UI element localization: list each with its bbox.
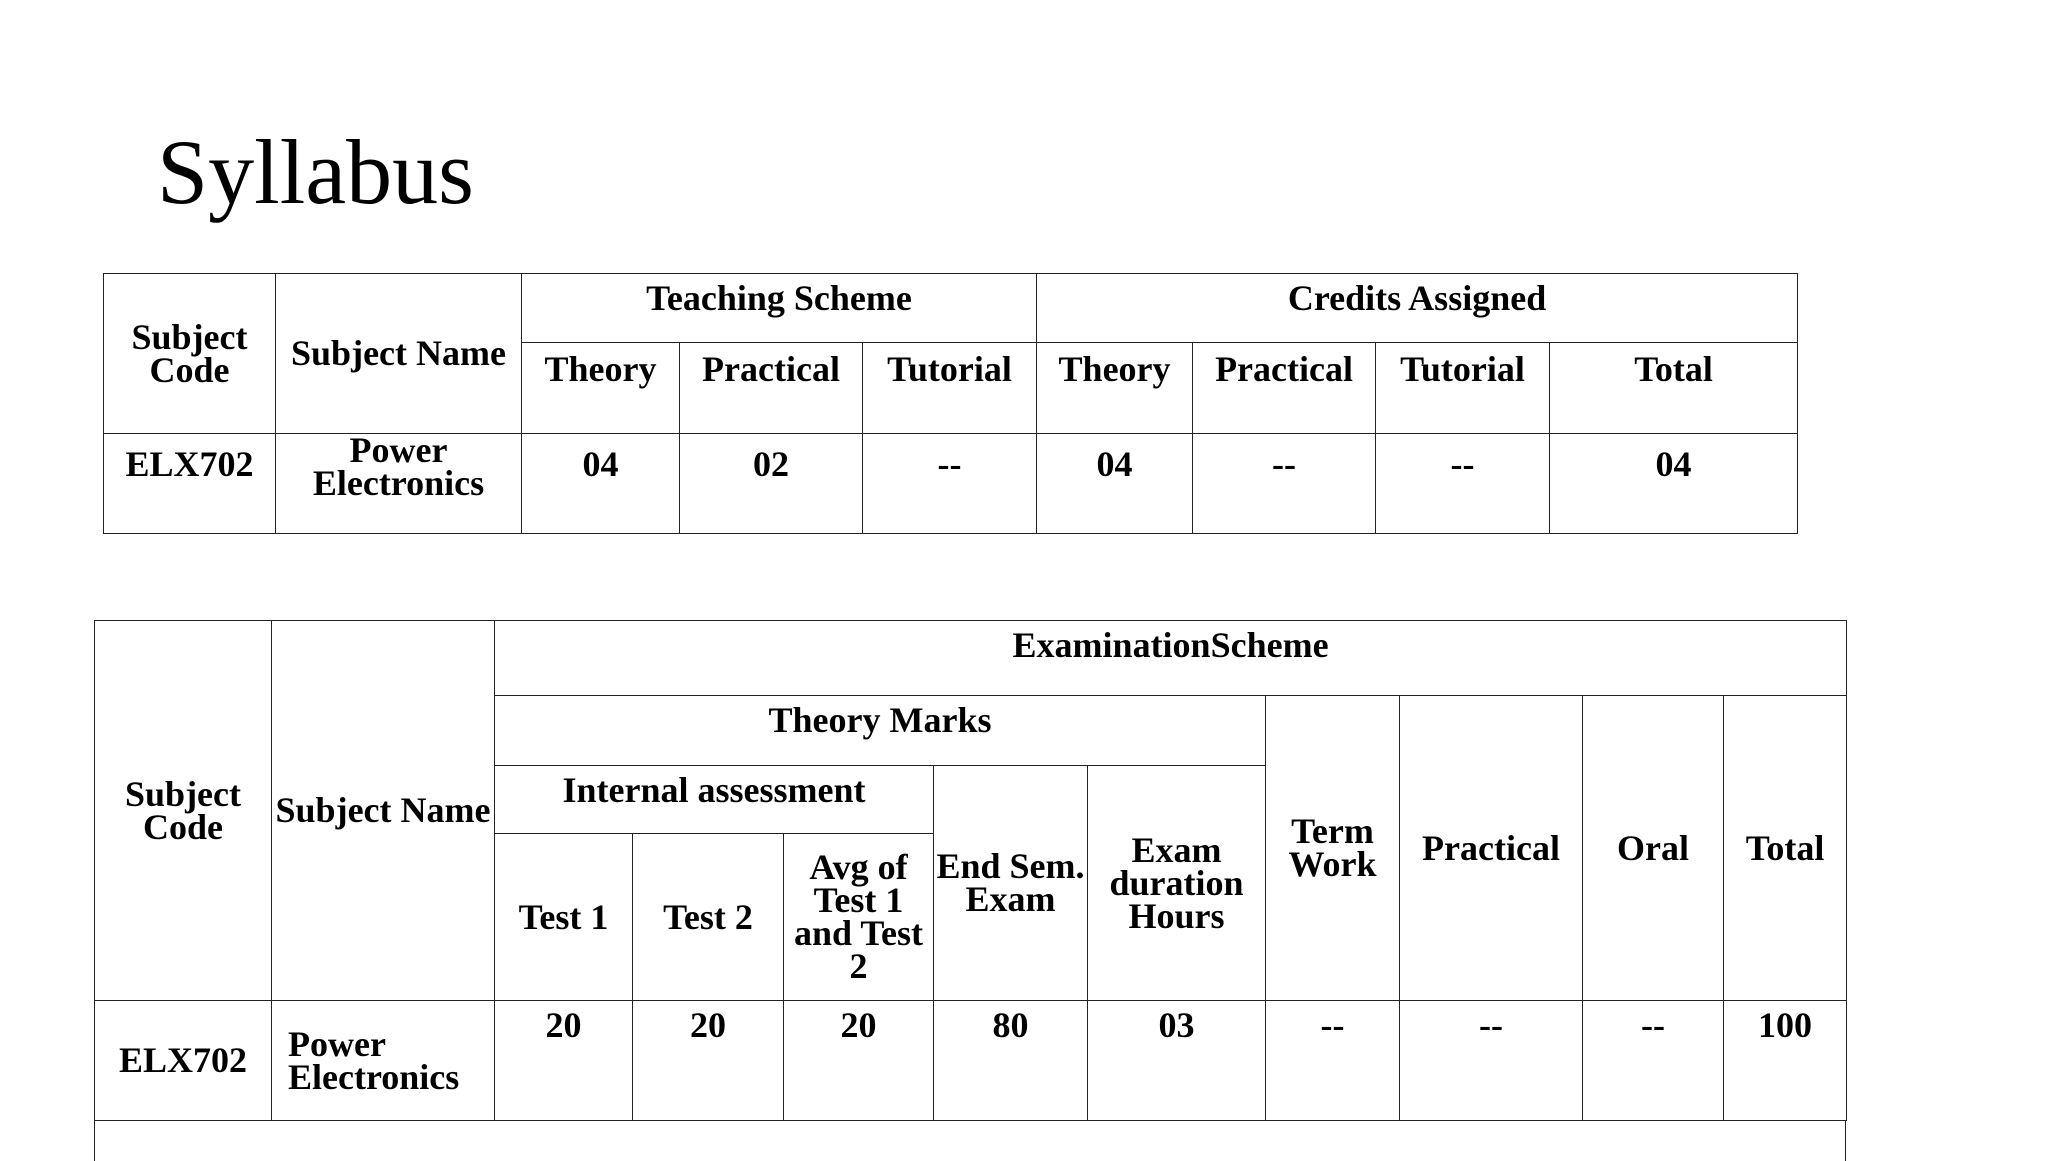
exam-duration-header: Exam duration Hours: [1088, 766, 1266, 1001]
subject-code-cell: ELX702: [104, 434, 276, 534]
internal-assessment-header: Internal assessment: [495, 766, 934, 834]
teaching-theory-header: Theory: [522, 343, 680, 434]
oral-header: Oral: [1583, 696, 1724, 1001]
value-cell: --: [1266, 1001, 1400, 1121]
page-title: Syllabus: [157, 121, 474, 223]
theory-marks-header: Theory Marks: [495, 696, 1266, 766]
value-cell: --: [863, 434, 1037, 534]
subject-code-header: Subject Code: [104, 274, 276, 434]
value-cell: --: [1400, 1001, 1583, 1121]
subject-code-cell: ELX702: [95, 1001, 272, 1121]
examination-scheme-table: [94, 620, 1847, 1121]
total-header: Total: [1724, 696, 1847, 1001]
avg-test-header: Avg of Test 1 and Test 2: [784, 834, 934, 1001]
subject-name-cell: Power Electronics: [276, 434, 522, 534]
subject-code-header: Subject Code: [95, 621, 272, 1001]
teaching-tutorial-header: Tutorial: [863, 343, 1037, 434]
value-cell: --: [1583, 1001, 1724, 1121]
test-1-header: Test 1: [495, 834, 633, 1001]
value-cell: 04: [1550, 434, 1798, 534]
value-cell: 80: [934, 1001, 1088, 1121]
end-sem-exam-header: End Sem. Exam: [934, 766, 1088, 1001]
credits-theory-header: Theory: [1037, 343, 1193, 434]
credits-tutorial-header: Tutorial: [1376, 343, 1550, 434]
value-cell: 02: [680, 434, 863, 534]
value-cell: 03: [1088, 1001, 1266, 1121]
value-cell: 20: [495, 1001, 633, 1121]
value-cell: --: [1376, 434, 1550, 534]
teaching-practical-header: Practical: [680, 343, 863, 434]
test-2-header: Test 2: [633, 834, 784, 1001]
value-cell: 20: [784, 1001, 934, 1121]
value-cell: --: [1193, 434, 1376, 534]
subject-name-cell: Power Electronics: [272, 1001, 495, 1121]
term-work-header: Term Work: [1266, 696, 1400, 1001]
teaching-scheme-header: Teaching Scheme: [522, 274, 1037, 343]
table-continuation: [94, 1121, 1846, 1161]
value-cell: 20: [633, 1001, 784, 1121]
value-cell: 04: [522, 434, 680, 534]
subject-name-header: Subject Name: [272, 621, 495, 1001]
credits-assigned-header: Credits Assigned: [1037, 274, 1798, 343]
value-cell: 100: [1724, 1001, 1847, 1121]
subject-name-header: Subject Name: [276, 274, 522, 434]
teaching-scheme-table: [103, 273, 1798, 534]
examination-scheme-header: ExaminationScheme: [495, 621, 1847, 696]
value-cell: 04: [1037, 434, 1193, 534]
credits-practical-header: Practical: [1193, 343, 1376, 434]
practical-header: Practical: [1400, 696, 1583, 1001]
credits-total-header: Total: [1550, 343, 1798, 434]
